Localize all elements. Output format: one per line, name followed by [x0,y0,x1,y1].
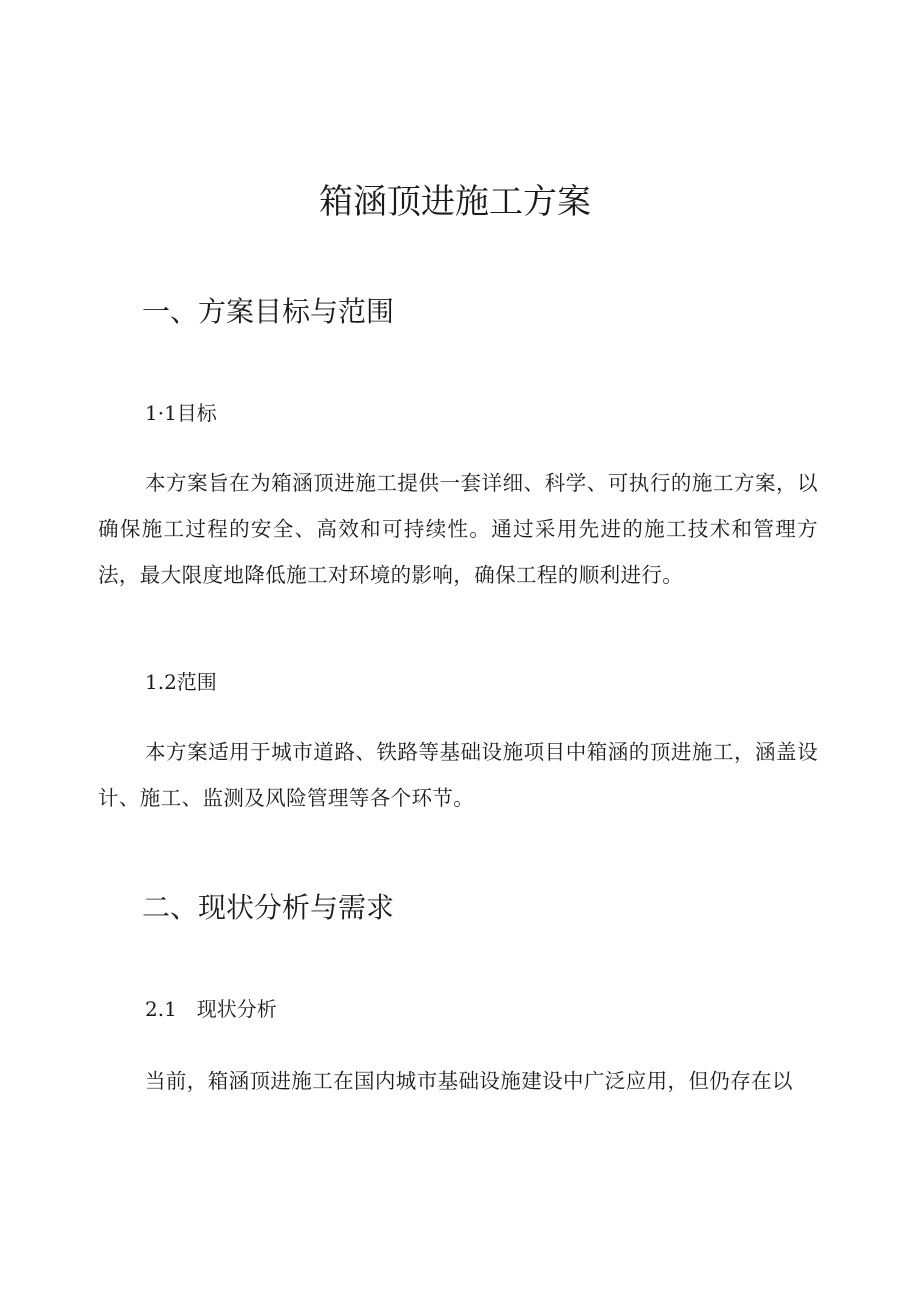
section-heading-2: 二、现状分析与需求 [142,891,395,924]
subsection-heading-2-1: 2.1 现状分析 [145,997,277,1021]
subsection-heading-1-1: 1·1目标 [145,401,217,425]
section-heading-1: 一、方案目标与范围 [142,295,395,328]
paragraph-2-1: 当前，箱涵顶进施工在国内城市基础设施建设中广泛应用，但仍存在以 [145,1069,793,1093]
paragraph-1-2: 本方案适用于城市道路、铁路等基础设施项目中箱涵的顶进施工，涵盖设计、施工、监测及风险管理等各个环节。 [98,740,818,810]
document-title: 箱涵顶进施工方案 [319,182,591,222]
paragraph-1-1: 本方案旨在为箱涵顶进施工提供一套详细、科学、可执行的施工方案，以确保施工过程的安全、高效和可持续性。通过采用先进的施工技术和管理方法，最大限度地降低施工对环境的影响，确保工程的顺利进行。 [98,471,818,587]
subsection-heading-1-2: 1.2范围 [145,670,217,694]
